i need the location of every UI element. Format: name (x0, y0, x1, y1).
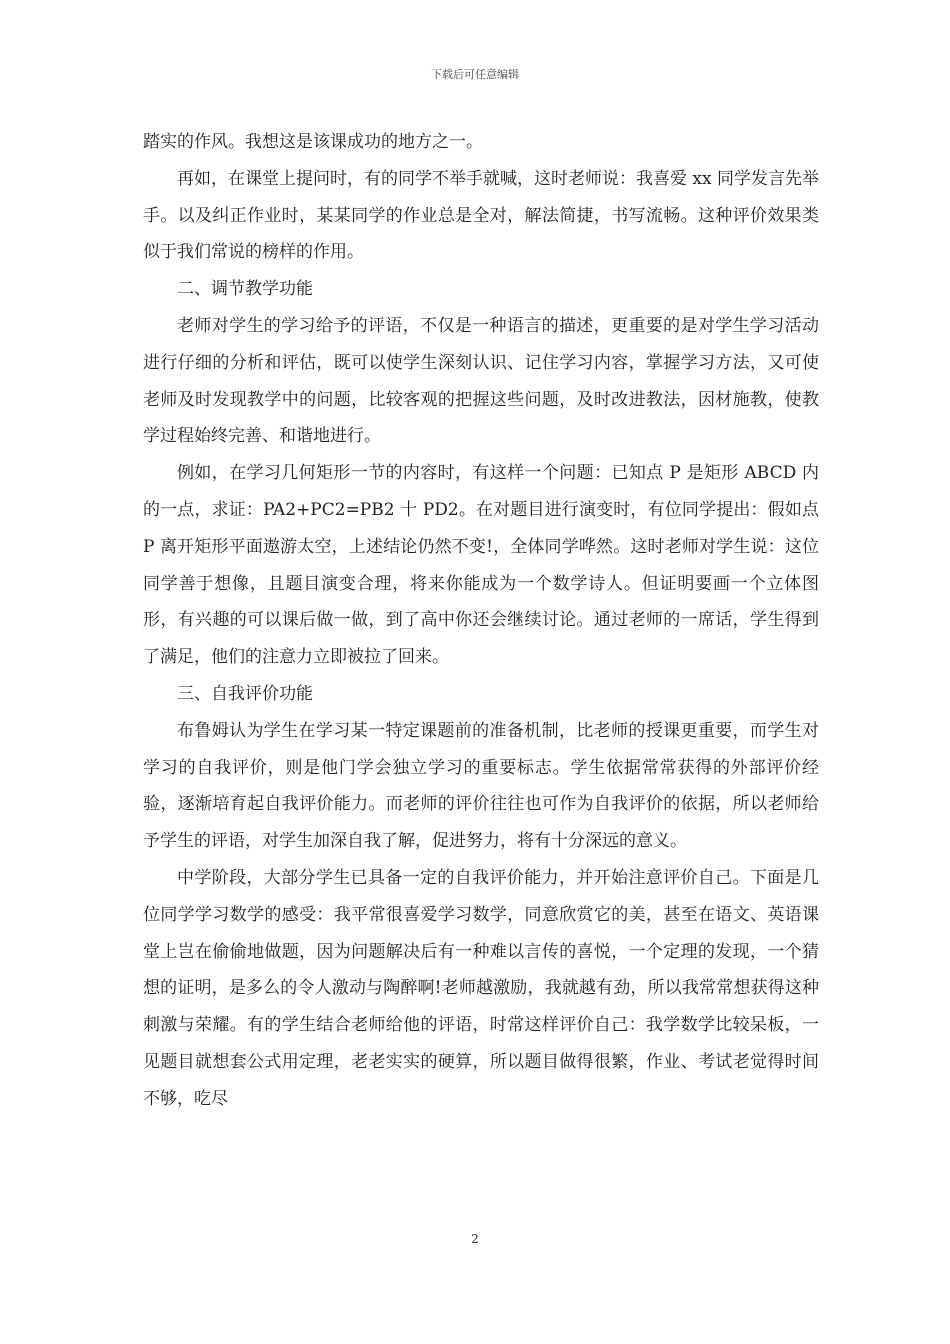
section-heading-2: 二、调节教学功能 (177, 279, 313, 300)
paragraph-regulating-function: 老师对学生的学习给予的评语，不仅是一种语言的描述，更重要的是对学生学习活动进行仔细的分析和评估，既可以使学生深刻认识、记住学习内容，掌握学习方法，又可使老师及时发现教学中的问题，比较客观的把握这些问题，及时改进教法，因材施教，使教学过程始终完善、和谐地进行。 (143, 315, 819, 447)
page-header: 下载后可任意编辑 (431, 68, 519, 81)
paragraph-rectangle-example: 例如，在学习几何矩形一节的内容时，有这样一个问题：已知点 P 是矩形 ABCD 内的一点，求证：PA2+PC2=PB2 十 PD2。在对题目进行演变时，有位同学提出：假如点 P 离开矩形平面遨游太空，上述结论仍然不变!，全体同学哗然。这时老师对学生说：这位同学善于想像，且题目演变合理，将来你能成为一个数学诗人。但证明要画一个立体图形，有兴趣的可以课后做一做，到了高中你还会继续讨论。通过老师的一席话，学生得到了满足，他们的注意力立即被拉了回来。 (143, 463, 819, 668)
paragraph-bloom: 布鲁姆认为学生在学习某一特定课题前的准备机制，比老师的授课更重要，而学生对学习的自我评价，则是他门学会独立学习的重要标志。学生依据常常获得的外部评价经验，逐渐培育起自我评价能力。而老师的评价往往也可作为自我评价的依据，所以老师给予学生的评语，对学生加深自我了解，促进努力，将有十分深远的意义。 (143, 720, 819, 852)
paragraph-continuation: 踏实的作风。我想这是该课成功的地方之一。 (143, 132, 483, 152)
page-number: 2 (471, 1232, 479, 1246)
document-body (143, 124, 819, 1118)
paragraph-middle-school: 中学阶段，大部分学生已具备一定的自我评价能力，并开始注意评价自己。下面是几位同学学习数学的感受：我平常很喜爱学习数学，同意欣赏它的美，甚至在语文、英语课堂上岂在偷偷地做题，因为问题解决后有一种难以言传的喜悦，一个定理的发现，一个猜想的证明，是多么的令人激动与陶醉啊!老师越激励，我就越有劲，所以我常常想获得这种刺激与荣耀。有的学生结合老师给他的评语，时常这样评价自己：我学数学比较呆板，一见题目就想套公式用定理，老老实实的硬算，所以题目做得很繁，作业、考试老觉得时间不够，吃尽 (143, 867, 819, 1109)
section-heading-3: 三、自我评价功能 (177, 683, 313, 704)
paragraph-example-praise: 再如，在课堂上提问时，有的同学不举手就喊，这时老师说：我喜爱 xx 同学发言先举手。以及纠正作业时，某某同学的作业总是全对，解法简捷，书写流畅。这种评价效果类似于我们常说的榜样的作用。 (143, 168, 819, 263)
